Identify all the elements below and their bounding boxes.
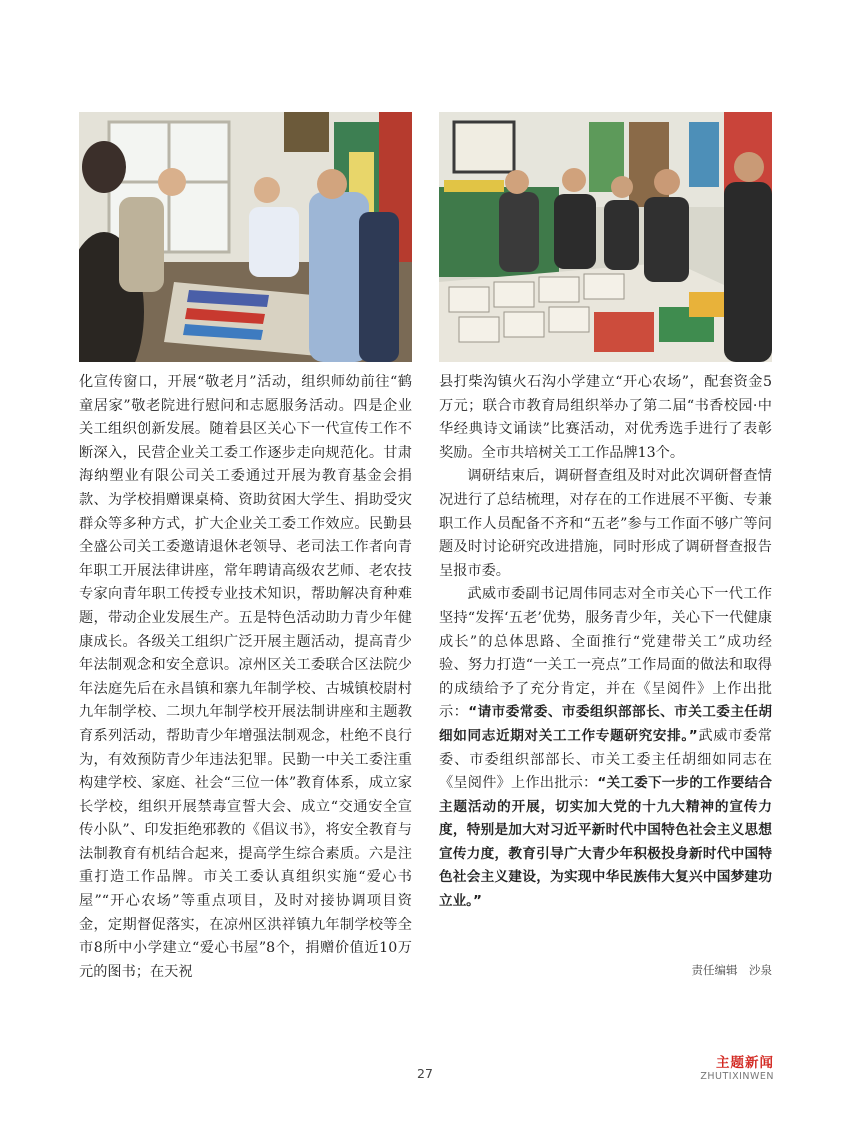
section-brand (700, 1055, 774, 1083)
photo-image (79, 112, 412, 362)
body-paragraph-instructions (439, 583, 772, 913)
editor-credit: 责任编辑 沙泉 (691, 963, 772, 977)
instruction-quote-1: “请市委常委、市委组织部部长、市关工委主任胡细如同志近期对关工工作专题研究安排。” (439, 704, 772, 744)
instruction-quote-2: “关工委下一步的工作要结合主题活动的开展，切实加大党的十九大精神的宣传力度，特别是加大对习近平新时代中国特色社会主义思想宣传力度，教育引导广大青少年积极投身新时代中国特色社会主义建设，为实现中华民族伟大复兴中国梦建功立业。” (439, 775, 772, 910)
section-brand-pinyin: ZHUTIXINWEN (700, 1071, 774, 1082)
photo-exhibition-of-student-work (439, 112, 772, 362)
body-paragraph: 调研结束后，调研督查组及时对此次调研督查情况进行了总结梳理，对存在的工作进展不平衡、专兼职工作人员配备不齐和“五老”参与工作面不够广等问题及时讨论研究改进措施，同时形成了调研督查报告呈报市委。 (439, 468, 772, 579)
body-paragraph: 县打柴沟镇火石沟小学建立“开心农场”，配套资金5万元；联合市教育局组织举办了第二届“书香校园·中华经典诗文诵读”比赛活动，对优秀选手进行了表彰奖励。全市共培树关工工作品牌13个。 (439, 374, 772, 461)
page-number: 27 (417, 1066, 433, 1081)
photo-officials-inspecting-display (79, 112, 412, 362)
instruction-intro: 武威市委副书记周伟同志对全市关心下一代工作坚持“发挥‘五老’优势，服务青少年，关心下一代健康成长”的总体思路、全面推行“党建带关工”成功经验、努力打造“一关工一亮点”工作局面的做法和取得的成绩给予了充分肯定，并在《呈阅件》上作出批示： (439, 586, 772, 721)
section-brand-chinese: 主题新闻 (716, 1055, 774, 1071)
instruction-bridge: 武威市委常委、市委组织部部长、市关工委主任胡细如同志在《呈阅件》上作出批示： (439, 727, 772, 792)
photo-image (439, 112, 772, 362)
article-column-right (439, 371, 772, 914)
body-paragraph: 化宣传窗口，开展“敬老月”活动，组织师幼前往“鹤童居家”敬老院进行慰问和志愿服务活动。四是企业关工组织创新发展。随着县区关心下一代宣传工作不断深入，民营企业关工委工作逐步走向规范化。甘肃海纳塑业有限公司关工委通过开展为教育基金会捐款、为学校捐赠课桌椅、资助贫困大学生、捐助受灾群众等多种方式，扩大企业关工委工作效应。民勤县全盛公司关工委邀请退休老领导、老司法工作者向青年职工开展法律讲座，常年聘请高级农艺师、老农技专家向青年职工传授专业技术知识，帮助解决育种难题，带动企业发展生产。五是特色活动助力青少年健康成长。各级关工组织广泛开展主题活动，提高青少年法制观念和安全意识。凉州区关工委联合区法院少年法庭先后在永昌镇和寨九年制学校、古城镇校尉村九年制学校、二坝九年制学校开展法制讲座和主题教育系列活动，帮助青少年增强法制观念，杜绝不良行为，有效预防青少年违法犯罪。民勤一中关工委注重构建学校、家庭、社会“三位一体”教育体系，成立家长学校，组织开展禁毒宣誓大会、成立“交通安全宣传小队”、印发拒绝邪教的《倡议书》，将安全教育与法制教育有机结合起来，提高学生综合素质。六是注重打造工作品牌。市关工委认真组织实施“爱心书屋”“开心农场”等重点项目，及时对接协调项目资金，定期督促落实，在凉州区洪祥镇九年制学校等全市8所中小学建立“爱心书屋”8个，捐赠价值近10万元的图书；在天祝 (79, 374, 412, 980)
article-column-left (79, 371, 412, 984)
